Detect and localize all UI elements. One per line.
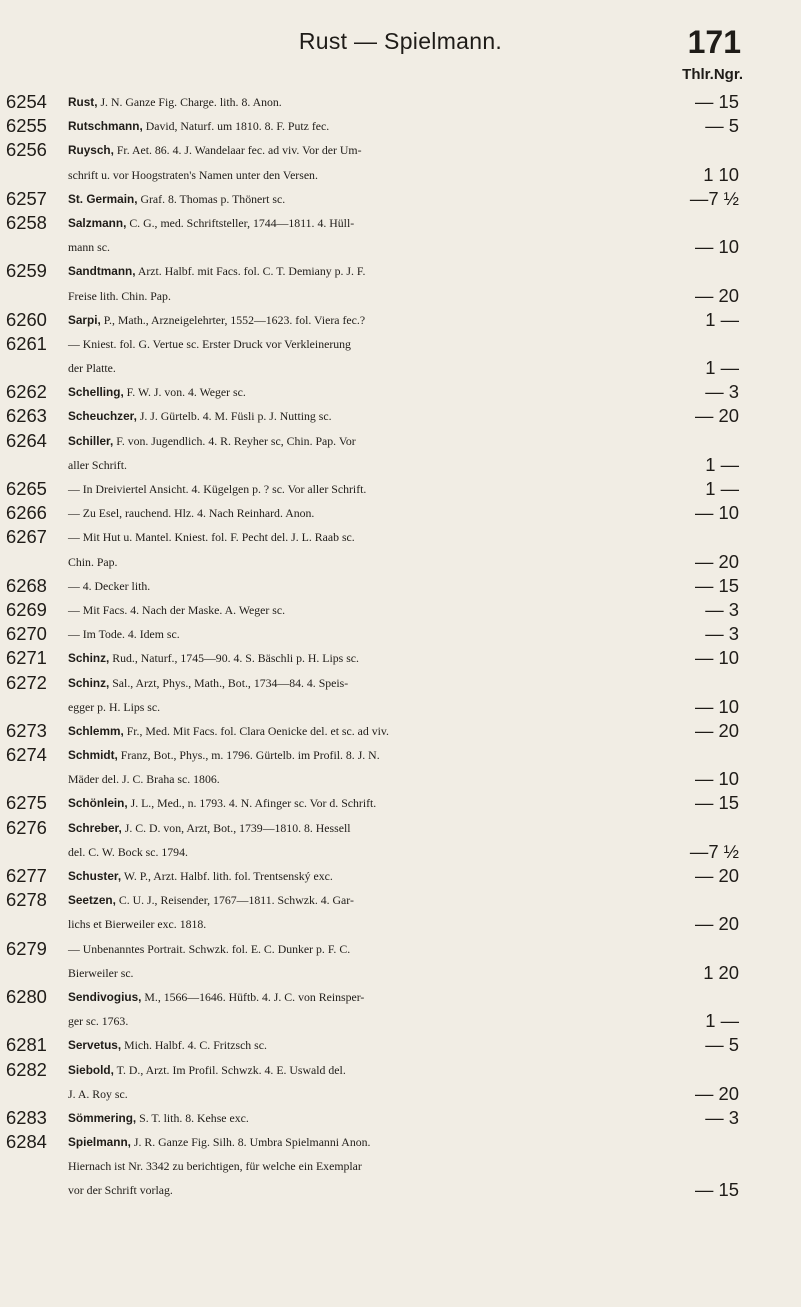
entry-name: Schiller, [68,433,114,448]
entry-price: — 10 [695,768,739,790]
entry-text [68,453,801,477]
catalog-entry [0,791,801,815]
entry-description: J. A. Roy sc. [68,1086,128,1101]
entry-text [68,937,801,961]
catalog-entry [0,138,801,186]
entry-text [68,888,801,912]
entry-text [68,284,801,308]
entry-price: 1 — [705,357,739,379]
entry-line [0,888,801,912]
entry-line [0,138,801,162]
entry-text [68,525,801,549]
catalog-entry [0,671,801,719]
entry-name: Spielmann, [68,1135,131,1150]
entry-line [0,985,801,1009]
entry-number: 6266 [6,502,47,524]
catalog-entry [0,985,801,1033]
catalog-entry [0,477,801,501]
entry-line [0,622,801,646]
catalog-entry [0,1058,801,1106]
entry-description: Fr. Aet. 86. 4. J. Wandelaar fec. ad viv. Vor der Um- [116,143,362,158]
entry-text [68,1033,801,1057]
entry-description: F. W. J. von. 4. Weger sc. [126,385,246,400]
entry-text [68,211,801,235]
entry-description: vor der Schrift vorlag. [68,1183,173,1198]
entry-text [68,743,801,767]
entry-number: 6260 [6,308,47,330]
entry-name: Sömmering, [68,1110,137,1125]
entry-name: Schlemm, [68,723,124,738]
entry-text [68,90,801,114]
entry-description: J. R. Ganze Fig. Silh. 8. Umbra Spielmanni Anon. [133,1135,371,1150]
entry-description: C. G., med. Schriftsteller, 1744—1811. 4. Hüll- [129,215,355,230]
entry-description: der Platte. [68,361,116,376]
entry-price: — 3 [705,381,739,403]
entry-name: Rust, [68,95,98,109]
entry-name: Rutschmann, [68,119,143,134]
entry-number: 6274 [6,744,47,766]
entry-number: 6270 [6,623,47,645]
entry-line [0,791,801,815]
catalog-entry [0,114,801,138]
entry-price: —7 ½ [689,840,739,862]
entry-description: J. C. D. von, Arzt, Bot., 1739—1810. 8. Hessell [124,820,351,835]
entry-description: J. J. Gürtelb. 4. M. Füsli p. J. Nutting sc. [139,409,332,424]
entry-line [0,912,801,936]
entry-description: P., Math., Arzneigelehrter, 1552—1623. fol. Viera fec.? [103,312,366,327]
entry-line [0,163,801,187]
entry-text [68,1082,801,1106]
entry-number: 6268 [6,574,47,596]
entry-number: 6262 [6,381,47,403]
catalog-entry [0,1033,801,1057]
entry-description: Arzt. Halbf. mit Facs. fol. C. T. Demiany p. J. F. [137,264,366,279]
entry-price: 1 — [705,1010,739,1032]
entry-description: — Mit Facs. 4. Nach der Maske. A. Weger sc. [68,602,286,617]
entry-text [68,961,801,985]
entry-price: — 10 [695,695,739,717]
entry-line [0,404,801,428]
entry-price: — 3 [705,623,739,645]
entry-name: Servetus, [68,1038,122,1053]
entry-price: 1 20 [703,961,739,983]
entry-description: Franz, Bot., Phys., m. 1796. Gürtelb. im Profil. 8. J. N. [120,748,380,763]
entry-price: — 10 [695,502,739,524]
entry-price: — 15 [695,574,739,596]
entry-number: 6258 [6,211,47,233]
entry-line [0,525,801,549]
entry-line [0,1178,801,1202]
entry-line [0,211,801,235]
catalog-entry [0,187,801,211]
entry-description: schrift u. vor Hoogstraten's Namen unter den Versen. [68,167,318,182]
entry-description: — Mit Hut u. Mantel. Kniest. fol. F. Pecht del. J. L. Raab sc. [68,530,355,545]
entry-text [68,477,801,501]
catalog-entry [0,719,801,743]
entry-text [68,719,801,743]
entry-price: —7 ½ [689,187,739,209]
entry-number: 6279 [6,937,47,959]
entry-description: — Unbenanntes Portrait. Schwzk. fol. E. C. Dunker p. F. C. [68,941,351,956]
entry-number: 6284 [6,1131,47,1153]
entry-line [0,840,801,864]
entry-price: 1 — [705,453,739,475]
entry-description: Mäder del. J. C. Braha sc. 1806. [68,772,220,787]
entry-name: Schuster, [68,869,122,883]
entry-number: 6259 [6,260,47,282]
entry-number: 6263 [6,405,47,427]
catalog-entry [0,404,801,428]
entry-price: 1 — [705,308,739,330]
entry-text [68,308,801,332]
entry-description: Rud., Naturf., 1745—90. 4. S. Bäschli p. H. Lips sc. [112,651,359,666]
entry-number: 6255 [6,115,47,137]
entry-line [0,743,801,767]
entry-text [68,1009,801,1033]
entry-line [0,284,801,308]
entry-number: 6265 [6,478,47,499]
entry-description: ger sc. 1763. [68,1014,129,1029]
entry-line [0,864,801,888]
entry-line [0,332,801,356]
entry-line [0,259,801,283]
entry-number: 6273 [6,719,47,741]
entry-text [68,816,801,840]
entry-number: 6280 [6,985,47,1007]
catalog-list [0,90,801,1203]
entry-name: Sendivogius, [68,989,142,1004]
catalog-entry [0,429,801,477]
entry-number: 6272 [6,671,47,693]
entry-line [0,550,801,574]
entry-description: egger p. H. Lips sc. [68,699,161,714]
entry-price: 1 — [705,478,739,499]
entry-text [68,791,801,815]
entry-name: Schelling, [68,385,124,400]
entry-description: T. D., Arzt. Im Profil. Schwzk. 4. E. Uswald del. [116,1062,346,1077]
entry-line [0,646,801,670]
catalog-entry [0,937,801,985]
entry-number: 6276 [6,816,47,838]
entry-name: Sarpi, [68,312,101,327]
entry-name: Sandtmann, [68,264,136,279]
entry-line [0,1082,801,1106]
entry-description: Mich. Halbf. 4. C. Fritzsch sc. [124,1038,267,1053]
entry-text [68,332,801,356]
entry-name: Schmidt, [68,748,118,763]
entry-line [0,356,801,380]
entry-line [0,380,801,404]
entry-description: F. von. Jugendlich. 4. R. Reyher sc, Chin. Pap. Vor [116,433,356,448]
catalog-entry [0,622,801,646]
entry-text [68,380,801,404]
catalog-entry [0,380,801,404]
currency-heading: Thlr.Ngr. [682,66,743,83]
entry-number: 6278 [6,889,47,911]
entry-number: 6281 [6,1034,47,1056]
running-head: Rust — Spielmann. [298,28,503,54]
entry-name: Scheuchzer, [68,409,137,424]
entry-name: Siebold, [68,1062,114,1077]
entry-text [68,646,801,670]
catalog-entry [0,90,801,114]
catalog-entry [0,1130,801,1203]
entry-text [68,574,801,598]
entry-text [68,404,801,428]
entry-text [68,695,801,719]
entry-price: — 3 [705,1106,739,1128]
catalog-entry [0,888,801,936]
entry-description: Chin. Pap. [68,554,118,569]
entry-line [0,501,801,525]
entry-line [0,114,801,138]
entry-line [0,816,801,840]
entry-price: — 15 [695,792,739,814]
entry-text [68,864,801,888]
entry-number: 6254 [6,91,47,112]
entry-text [68,1178,801,1202]
entry-text [68,912,801,936]
entry-text [68,1154,801,1178]
entry-number: 6277 [6,865,47,886]
entry-number: 6267 [6,526,47,548]
entry-text [68,501,801,525]
entry-number: 6257 [6,187,47,209]
entry-line [0,961,801,985]
entry-number: 6261 [6,332,47,354]
entry-description: Sal., Arzt, Phys., Math., Bot., 1734—84. 4. Speis- [112,675,349,690]
entry-name: Schreber, [68,820,122,835]
entry-text [68,1130,801,1154]
entry-number: 6283 [6,1106,47,1128]
entry-description: W. P., Arzt. Halbf. lith. fol. Trentsenský exc. [123,869,333,883]
entry-description: David, Naturf. um 1810. 8. F. Putz fec. [145,119,330,134]
entry-text [68,985,801,1009]
entry-description: — In Dreiviertel Ansicht. 4. Kügelgen p. ? sc. Vor aller Schrift. [68,482,367,496]
catalog-entry [0,211,801,259]
entry-name: Salzmann, [68,215,127,230]
entry-number: 6282 [6,1058,47,1080]
entry-text [68,138,801,162]
page-header [0,24,801,58]
entry-line [0,90,801,114]
catalog-entry [0,743,801,791]
entry-line [0,1154,801,1178]
entry-number: 6264 [6,429,47,451]
entry-description: — Im Tode. 4. Idem sc. [68,627,180,642]
entry-price: — 3 [705,598,739,620]
entry-line [0,671,801,695]
entry-line [0,767,801,791]
entry-price: — 20 [695,405,739,427]
page-number: 171 [687,24,741,60]
catalog-entry [0,816,801,864]
entry-description: del. C. W. Bock sc. 1794. [68,844,188,859]
catalog-entry [0,574,801,598]
entry-price: — 15 [695,1179,739,1201]
catalog-entry [0,598,801,622]
entry-description: M., 1566—1646. Hüftb. 4. J. C. von Reinsper- [144,989,365,1004]
entry-price: — 20 [695,913,739,935]
entry-description: mann sc. [68,240,110,255]
entry-text [68,259,801,283]
entry-description: C. U. J., Reisender, 1767—1811. Schwzk. 4. Gar- [118,893,354,908]
entry-description: Bierweiler sc. [68,965,134,980]
entry-line [0,308,801,332]
entry-price: — 20 [695,719,739,741]
entry-name: Schinz, [68,651,110,666]
catalog-entry [0,259,801,307]
entry-price: — 10 [695,647,739,669]
entry-description: J. L., Med., n. 1793. 4. N. Afinger sc. Vor d. Schrift. [130,796,377,811]
entry-price: — 5 [705,115,739,137]
entry-name: Schinz, [68,675,110,690]
entry-line [0,187,801,211]
entry-description: aller Schrift. [68,457,127,472]
entry-text [68,163,801,187]
entry-line [0,429,801,453]
entry-line [0,1033,801,1057]
entry-description: — Kniest. fol. G. Vertue sc. Erster Druck vor Verkleinerung [68,336,351,351]
entry-description: Graf. 8. Thomas p. Thönert sc. [140,191,286,206]
entry-number: 6269 [6,598,47,620]
catalog-entry [0,864,801,888]
entry-description: J. N. Ganze Fig. Charge. lith. 8. Anon. [100,95,282,109]
entry-description: lichs et Bierweiler exc. 1818. [68,917,207,932]
entry-line [0,1009,801,1033]
entry-line [0,235,801,259]
entry-price: — 20 [695,865,739,886]
entry-description: — Zu Esel, rauchend. Hlz. 4. Nach Reinhard. Anon. [68,506,315,521]
catalog-entry [0,646,801,670]
entry-price: — 20 [695,550,739,572]
entry-text [68,356,801,380]
entry-number: 6271 [6,647,47,669]
catalog-entry [0,308,801,332]
entry-description: Freise lith. Chin. Pap. [68,288,171,303]
entry-text [68,429,801,453]
entry-text [68,550,801,574]
entry-text [68,1106,801,1130]
entry-price: — 5 [705,1034,739,1056]
entry-number: 6275 [6,792,47,814]
entry-line [0,477,801,501]
entry-description: Hiernach ist Nr. 3342 zu berichtigen, für welche ein Exemplar [68,1159,362,1174]
entry-line [0,719,801,743]
entry-price: — 20 [695,1082,739,1104]
catalog-entry [0,501,801,525]
entry-line [0,1106,801,1130]
entry-name: Seetzen, [68,893,116,908]
entry-name: Schönlein, [68,796,128,811]
entry-price: — 15 [695,91,739,112]
entry-number: 6256 [6,139,47,161]
entry-name: Ruysch, [68,143,114,158]
entry-text [68,671,801,695]
entry-text [68,622,801,646]
entry-description: — 4. Decker lith. [68,578,151,593]
entry-line [0,453,801,477]
entry-price: — 20 [695,284,739,306]
catalog-entry [0,1106,801,1130]
entry-text [68,767,801,791]
entry-description: Fr., Med. Mit Facs. fol. Clara Oenicke del. et sc. ad viv. [126,723,390,738]
entry-text [68,114,801,138]
entry-name: St. Germain, [68,191,138,206]
entry-line [0,598,801,622]
entry-line [0,937,801,961]
entry-line [0,1130,801,1154]
catalog-entry [0,332,801,380]
entry-price: — 10 [695,236,739,258]
entry-price: 1 10 [703,163,739,185]
entry-line [0,1058,801,1082]
entry-line [0,574,801,598]
entry-text [68,1058,801,1082]
entry-description: S. T. lith. 8. Kehse exc. [139,1110,249,1125]
entry-text [68,235,801,259]
entry-line [0,695,801,719]
entry-text [68,598,801,622]
catalog-entry [0,525,801,573]
